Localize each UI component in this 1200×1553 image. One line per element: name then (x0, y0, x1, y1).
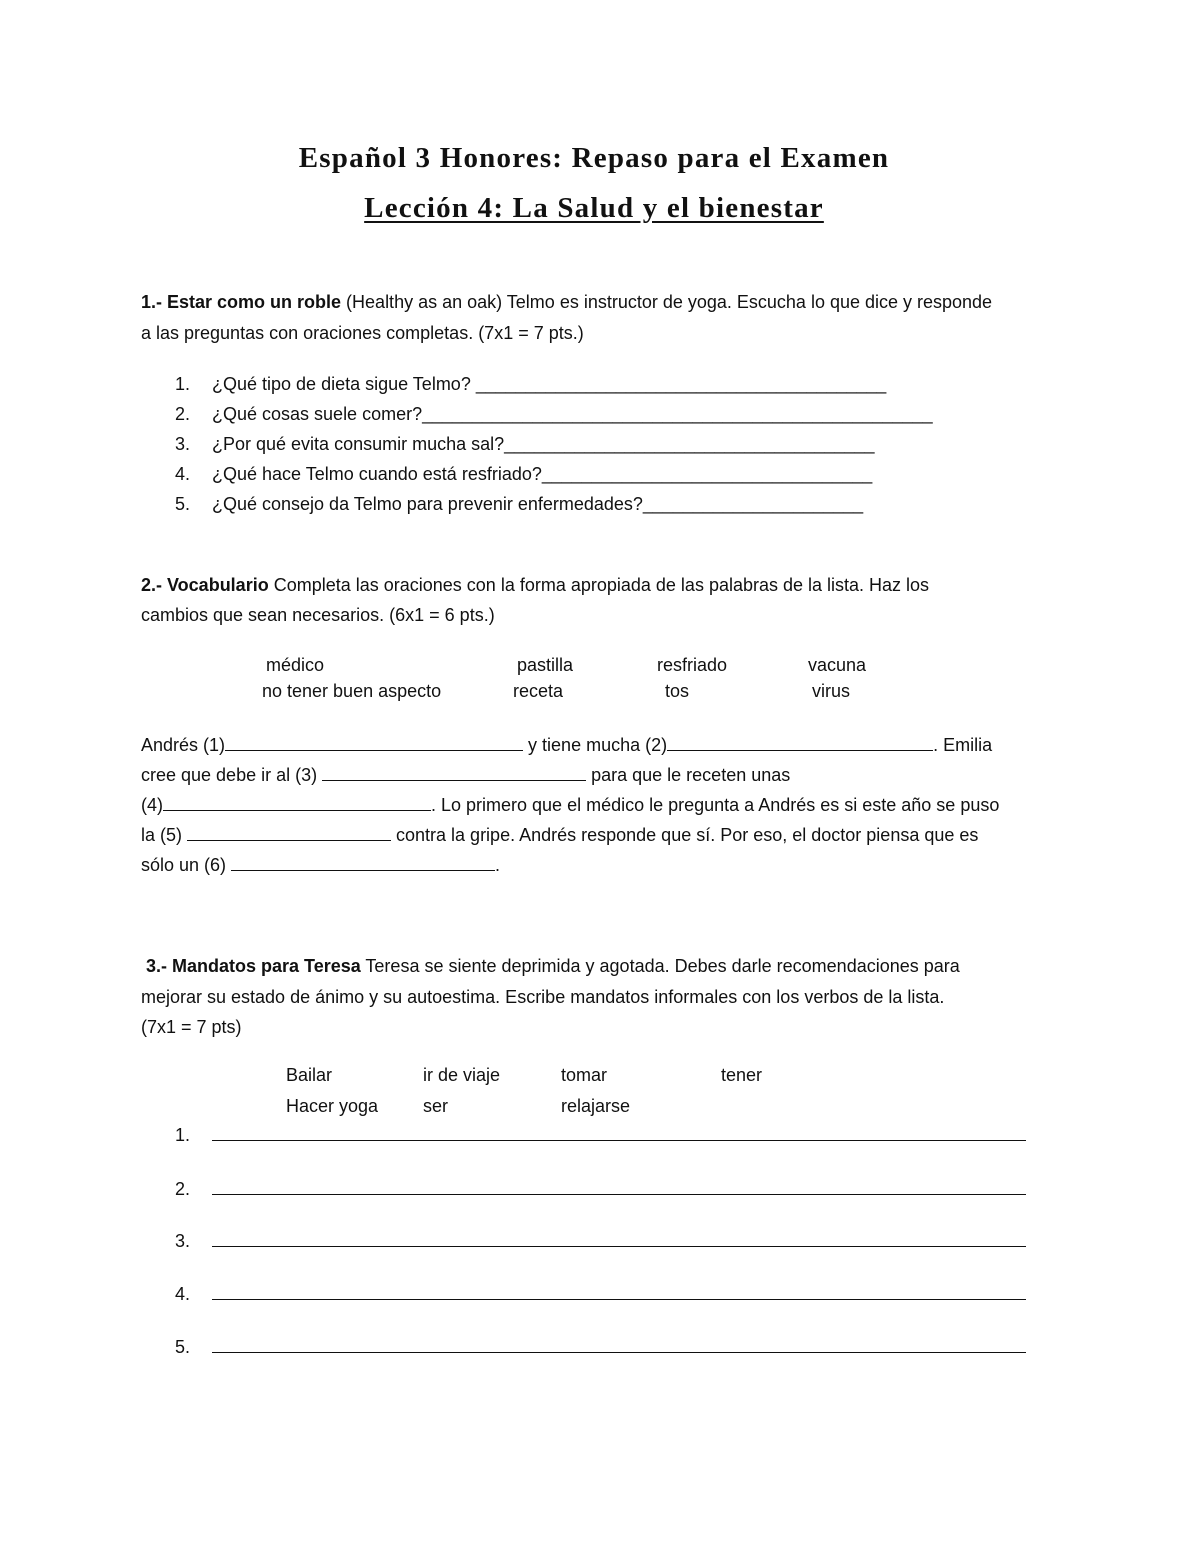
answer-line: 2. (175, 1179, 1026, 1200)
section3-intro-line2: mejorar su estado de ánimo y su autoestima. Escribe mandatos informales con los verbos de la lista. (141, 987, 945, 1007)
word-bank-item: médico (266, 655, 325, 675)
answer-blank[interactable] (212, 1352, 1026, 1353)
section1-question: 2. ¿Qué cosas suele comer?___________________________________________________ (175, 404, 933, 424)
section1-question: 3. ¿Por qué evita consumir mucha sal?_____________________________________ (175, 434, 875, 454)
page-subtitle: Lección 4: La Salud y el bienestar (364, 192, 824, 224)
word-bank-item: no tener buen aspecto (262, 681, 442, 701)
section1-intro-line2: a las preguntas con oraciones completas. (7x1 = 7 pts.) (141, 323, 584, 343)
section1-question: 1. ¿Qué tipo de dieta sigue Telmo? _________________________________________ (175, 374, 887, 394)
answer-blank[interactable] (212, 1299, 1026, 1300)
section1-question: 4. ¿Qué hace Telmo cuando está resfriado?_________________________________ (175, 464, 873, 484)
passage-line: cree que debe ir al (3) para que le receten unas (141, 765, 791, 785)
word-bank-item: receta (513, 681, 564, 701)
section3-intro: 3.- Mandatos para Teresa Teresa se siente deprimida y agotada. Debes darle recomendaciones para (146, 956, 960, 976)
section1-heading: 1.- Estar como un roble (141, 292, 342, 312)
word-bank-item: vacuna (808, 655, 867, 675)
word-bank-item: tener (721, 1065, 763, 1085)
section2-intro: 2.- Vocabulario Completa las oraciones con la forma apropiada de las palabras de la lista. Haz los (141, 575, 930, 595)
word-bank-item: tomar (561, 1065, 608, 1085)
answer-blank[interactable] (212, 1194, 1026, 1195)
answer-line: 3. (175, 1231, 1026, 1252)
answer-blank[interactable]: _________________________________________ (475, 374, 887, 394)
answer-blank[interactable] (212, 1246, 1026, 1247)
answer-line: 5. (175, 1337, 1026, 1358)
word-bank-item: relajarse (561, 1096, 631, 1116)
answer-line: 1. (175, 1125, 1026, 1146)
answer-blank[interactable]: ______________________ (642, 494, 864, 514)
word-bank-item: Bailar (286, 1065, 333, 1085)
word-bank-item: virus (812, 681, 851, 701)
passage-line: (4) . Lo primero que el médico le pregunta a Andrés es si este año se puso (141, 795, 1000, 815)
answer-blank[interactable] (231, 870, 495, 871)
section1-question: 5. ¿Qué consejo da Telmo para prevenir enfermedades?______________________ (175, 494, 864, 514)
word-bank-item: pastilla (517, 655, 574, 675)
answer-blank[interactable] (667, 750, 933, 751)
word-bank-item: ser (423, 1096, 449, 1116)
section3-intro-line3: (7x1 = 7 pts) (141, 1017, 242, 1037)
word-bank-item: Hacer yoga (286, 1096, 379, 1116)
section1-intro: 1.- Estar como un roble (Healthy as an oak) Telmo es instructor de yoga. Escucha lo que dice y responde (141, 292, 993, 312)
word-bank-item: tos (665, 681, 690, 701)
section3-heading: 3.- Mandatos para Teresa (146, 956, 361, 976)
page-title: Español 3 Honores: Repaso para el Examen (298, 142, 890, 174)
answer-blank[interactable]: ___________________________________________________ (422, 404, 933, 424)
answer-blank[interactable] (225, 750, 523, 751)
word-bank-item: ir de viaje (423, 1065, 501, 1085)
passage-line: la (5) contra la gripe. Andrés responde que sí. Por eso, el doctor piensa que es (141, 825, 979, 845)
passage-line: Andrés (1) y tiene mucha (2) . Emilia (141, 735, 993, 755)
section2-intro-line2: cambios que sean necesarios. (6x1 = 6 pts.) (141, 605, 495, 625)
answer-blank[interactable]: _____________________________________ (504, 434, 875, 454)
answer-line: 4. (175, 1284, 1026, 1305)
word-bank-item: resfriado (657, 655, 728, 675)
answer-blank[interactable]: _________________________________ (541, 464, 873, 484)
answer-blank[interactable] (187, 840, 391, 841)
passage-line: sólo un (6) . (141, 855, 501, 875)
section2-heading: 2.- Vocabulario (141, 575, 269, 595)
answer-blank[interactable] (322, 780, 586, 781)
answer-blank[interactable] (163, 810, 431, 811)
answer-blank[interactable] (212, 1140, 1026, 1141)
